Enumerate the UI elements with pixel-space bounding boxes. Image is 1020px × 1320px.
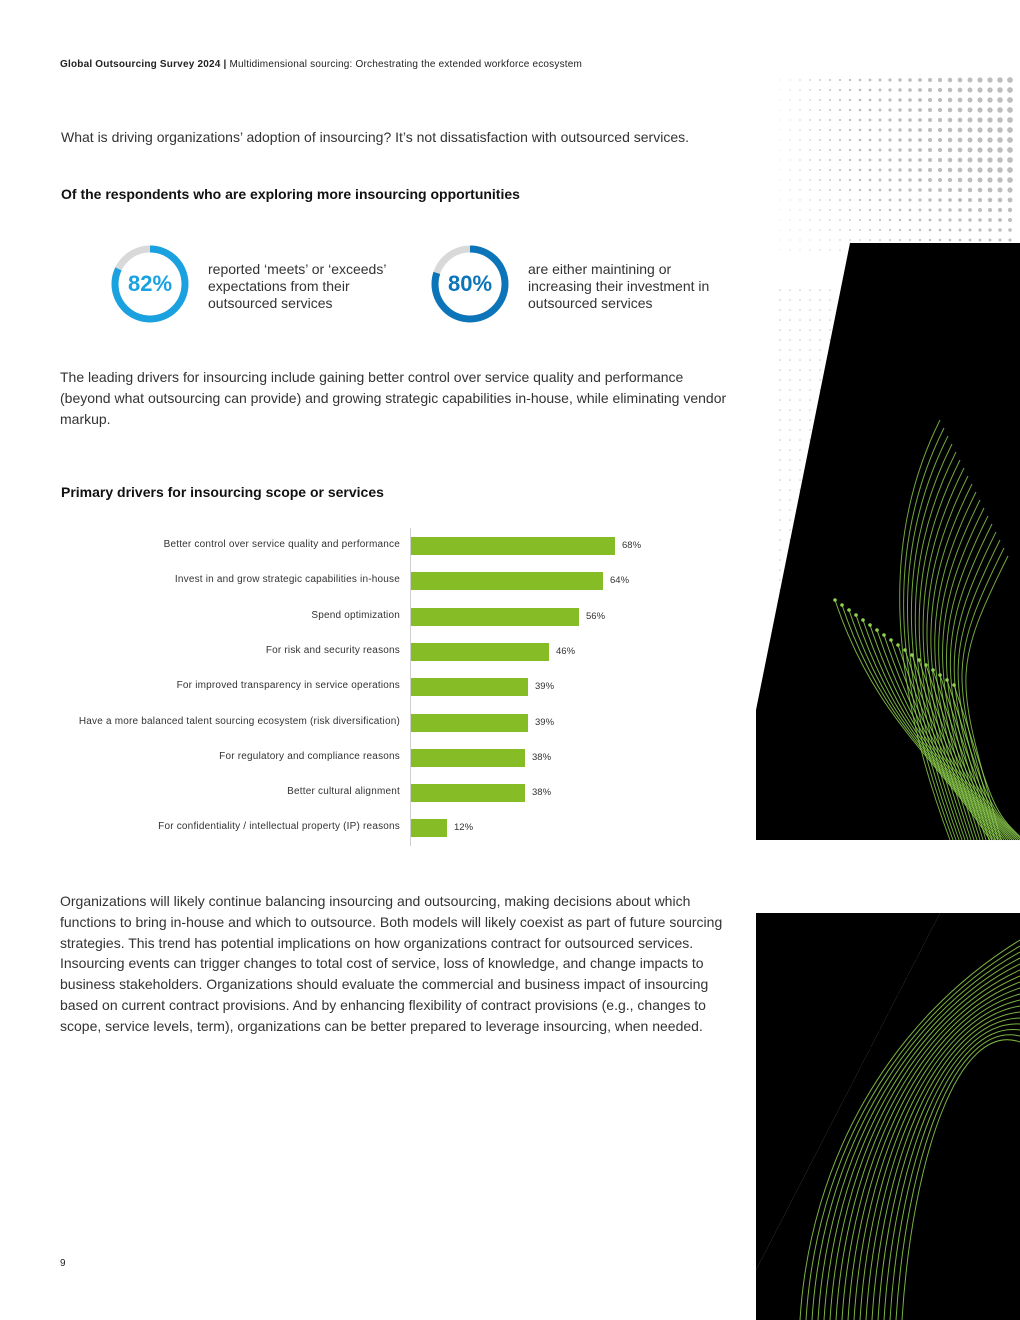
- bar-value-label: 38%: [532, 751, 552, 763]
- bar: [411, 819, 447, 837]
- bar: [411, 608, 579, 626]
- bar-value-label: 39%: [535, 681, 555, 693]
- bar-category-label: Have a more balanced talent sourcing ecosystem (risk diversification): [78, 715, 400, 727]
- bar-category-label: Better control over service quality and performance: [163, 539, 400, 550]
- stat-card-2: [430, 244, 750, 328]
- bar-category-label: For regulatory and compliance reasons: [219, 750, 400, 762]
- bar: [411, 537, 615, 555]
- section-title: Multidimensional sourcing: Orchestrating the extended workforce ecosystem: [229, 59, 583, 70]
- chart-row: [0, 643, 740, 661]
- intro-text: What is driving organizations’ adoption of insourcing? It’s not dissatisfaction with outsourced services.: [61, 129, 689, 145]
- bar-value-label: 68%: [622, 540, 642, 551]
- report-title: Global Outsourcing Survey 2024: [60, 59, 221, 70]
- bar-value-label: 64%: [610, 575, 630, 587]
- stat-description-2: are either maintining or increasing their investment in outsourced services: [528, 261, 710, 311]
- bar: [411, 678, 528, 696]
- chart-row: [0, 819, 740, 837]
- bar-value-label: 38%: [532, 787, 552, 799]
- bar-value-label: 46%: [556, 645, 576, 657]
- bar-value-label: 39%: [535, 716, 555, 728]
- bar: [411, 572, 603, 590]
- chart-row: [0, 749, 740, 767]
- bar-category-label: Better cultural alignment: [287, 786, 400, 798]
- chart-row: [0, 784, 740, 802]
- page-number: 9: [60, 1258, 66, 1269]
- stats-heading: Of the respondents who are exploring more insourcing opportunities: [61, 186, 520, 202]
- closing-paragraph: Organizations will likely continue balancing insourcing and outsourcing, making decisions about which functions to bring in-house and which to outsource. Both models will likely coexist as part of future sourcing strategies. This trend has potential implications on how organizations contract for outsourced services. Insourcing events can trigger changes to total cost of service, loss of knowledge, and change impacts to business stakeholders. Organizations should evaluate the commercial and business impact of insourcing based on current contract provisions. And by enhancing flexibility of contract provisions (e.g., changes to scope, service levels, term), organizations can be better prepared to leverage insourcing, when needed.: [60, 893, 723, 1034]
- bar: [411, 749, 525, 767]
- bar-category-label: Invest in and grow strategic capabilities in-house: [174, 574, 400, 586]
- bar-category-label: For confidentiality / intellectual property (IP) reasons: [158, 821, 400, 833]
- stat-card-1: [110, 244, 430, 328]
- chart-row: [0, 608, 740, 626]
- chart-row: [0, 678, 740, 696]
- bar-category-label: Spend optimization: [311, 609, 400, 621]
- drivers-paragraph: The leading drivers for insourcing include gaining better control over service quality and performance (beyond what outsourcing can provide) and growing strategic capabilities in-house, while eliminating vendor markup.: [60, 369, 727, 427]
- bar: [411, 714, 528, 732]
- bar-category-label: For risk and security reasons: [265, 644, 400, 656]
- chart-row: [0, 714, 740, 732]
- decorative-fiber-art: [740, 60, 1020, 1320]
- stat-value-1: 82%: [127, 271, 173, 296]
- art-black-shape-top: [756, 243, 1020, 840]
- stat-description-1: reported ‘meets’ or ‘exceeds’ expectations from their outsourced services: [208, 261, 386, 311]
- chart-heading: Primary drivers for insourcing scope or services: [61, 484, 384, 500]
- bar-value-label: 56%: [586, 610, 606, 622]
- bar: [411, 643, 549, 661]
- header-separator: |: [223, 59, 227, 70]
- bar-value-label: 12%: [454, 822, 474, 834]
- running-header: [60, 59, 582, 70]
- bar: [411, 784, 525, 802]
- bar-category-label: For improved transparency in service operations: [176, 680, 400, 692]
- stat-value-2: 80%: [447, 271, 493, 296]
- chart-row: [0, 572, 740, 590]
- chart-row: [0, 537, 740, 555]
- drivers-bar-chart: [0, 528, 740, 850]
